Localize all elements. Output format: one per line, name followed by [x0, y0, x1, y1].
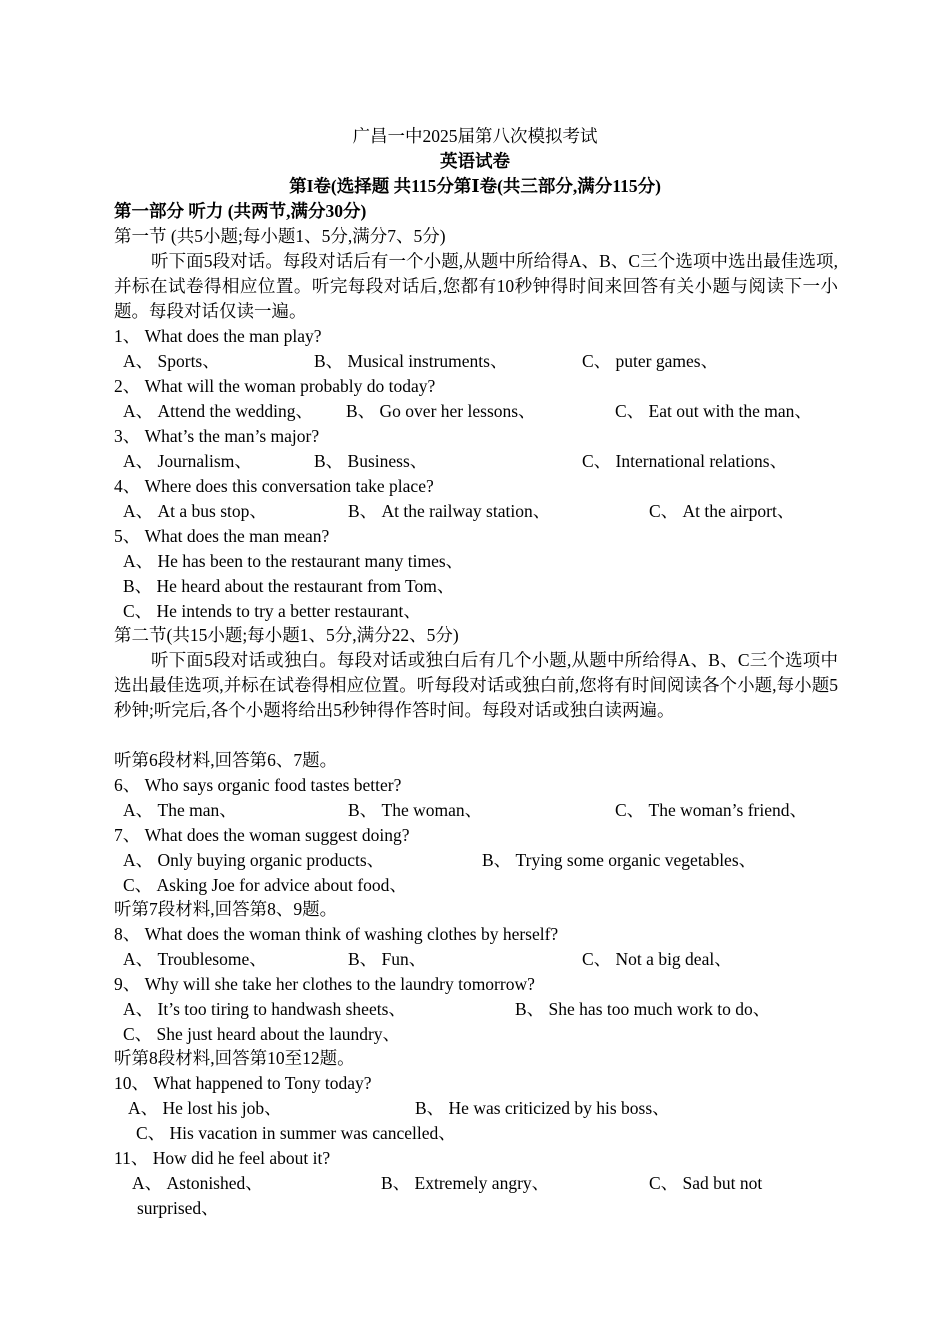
q6-option-c: C、 The woman’s friend、: [615, 800, 807, 820]
q5-option-a: A、 He has been to the restaurant many times、: [123, 551, 464, 571]
question-4: 4、 Where does this conversation take place?: [114, 476, 434, 496]
q3-option-a: A、 Journalism、: [123, 451, 252, 471]
school-title: 广昌一中2025届第八次模拟考试: [352, 126, 598, 146]
q5-option-b: B、 He heard about the restaurant from Tom、: [123, 576, 455, 596]
q9-option-a: A、 It’s too tiring to handwash sheets、: [123, 999, 406, 1019]
q1-option-b: B、 Musical instruments、: [314, 351, 508, 371]
section2-instructions: 听下面5段对话或独白。每段对话或独白后有几个小题,从题中所给得A、B、C三个选项中选出最佳选项,并标在试卷得相应位置。听每段对话或独白前,您将有时间阅读各个小题,每小题5秒钟;听完后,各个小题将给出5秒钟得作答时间。每段对话或独白读两遍。: [114, 650, 838, 720]
question-7: 7、 What does the woman suggest doing?: [114, 825, 410, 845]
q6-option-b: B、 The woman、: [348, 800, 483, 820]
q11-option-c: C、 Sad but not: [649, 1173, 763, 1193]
q8-option-b: B、 Fun、: [348, 949, 427, 969]
passage-6-heading: 听第6段材料,回答第6、7题。: [114, 750, 338, 770]
q9-option-b: B、 She has too much work to do、: [515, 999, 771, 1019]
passage-8-heading: 听第8段材料,回答第10至12题。: [114, 1048, 355, 1068]
q7-option-c: C、 Asking Joe for advice about food、: [123, 875, 407, 895]
q10-option-b: B、 He was criticized by his boss、: [415, 1098, 670, 1118]
q8-option-a: A、 Troublesome、: [123, 949, 267, 969]
q9-option-c: C、 She just heard about the laundry、: [123, 1024, 401, 1044]
q1-option-c: C、 puter games、: [582, 351, 719, 371]
q5-option-c: C、 He intends to try a better restaurant、: [123, 601, 421, 621]
question-9: 9、 Why will she take her clothes to the laundry tomorrow?: [114, 974, 535, 994]
q2-option-b: B、 Go over her lessons、: [346, 401, 536, 421]
question-5: 5、 What does the man mean?: [114, 526, 330, 546]
q4-option-a: A、 At a bus stop、: [123, 501, 267, 521]
q3-option-c: C、 International relations、: [582, 451, 788, 471]
question-1: 1、 What does the man play?: [114, 326, 322, 346]
q6-option-a: A、 The man、: [123, 800, 237, 820]
question-10: 10、 What happened to Tony today?: [114, 1073, 372, 1093]
q4-option-c: C、 At the airport、: [649, 501, 795, 521]
passage-7-heading: 听第7段材料,回答第8、9题。: [114, 899, 338, 919]
section2-title: 第二节(共15小题;每小题1、5分,满分22、5分): [114, 625, 459, 645]
volume-title: 第I卷(选择题 共115分第Ⅰ卷(共三部分,满分115分): [289, 176, 661, 196]
q2-option-a: A、 Attend the wedding、: [123, 401, 314, 421]
q8-option-c: C、 Not a big deal、: [582, 949, 732, 969]
question-3: 3、 What’s the man’s major?: [114, 426, 320, 446]
question-11: 11、 How did he feel about it?: [114, 1148, 331, 1168]
question-2: 2、 What will the woman probably do today?: [114, 376, 436, 396]
q10-option-a: A、 He lost his job、: [128, 1098, 282, 1118]
question-8: 8、 What does the woman think of washing clothes by herself?: [114, 924, 559, 944]
section1-instructions: 听下面5段对话。每段对话后有一个小题,从题中所给得A、B、C三个选项中选出最佳选项,并标在试卷得相应位置。听完每段对话后,您都有10秒钟得时间来回答有关小题与阅读下一小题。每段对话仅读一遍。: [114, 251, 838, 321]
q10-option-c: C、 His vacation in summer was cancelled、: [136, 1123, 456, 1143]
q11-option-b: B、 Extremely angry、: [381, 1173, 550, 1193]
q1-option-a: A、 Sports、: [123, 351, 220, 371]
q2-option-c: C、 Eat out with the man、: [615, 401, 812, 421]
q11-option-c-continued: surprised、: [137, 1198, 219, 1218]
subject-title: 英语试卷: [440, 151, 510, 171]
q11-option-a: A、 Astonished、: [132, 1173, 263, 1193]
part1-title: 第一部分 听力 (共两节,满分30分): [114, 201, 367, 221]
question-6: 6、 Who says organic food tastes better?: [114, 775, 402, 795]
q7-option-a: A、 Only buying organic products、: [123, 850, 385, 870]
section1-title: 第一节 (共5小题;每小题1、5分,满分7、5分): [114, 226, 446, 246]
q3-option-b: B、 Business、: [314, 451, 428, 471]
q4-option-b: B、 At the railway station、: [348, 501, 551, 521]
q7-option-b: B、 Trying some organic vegetables、: [482, 850, 757, 870]
